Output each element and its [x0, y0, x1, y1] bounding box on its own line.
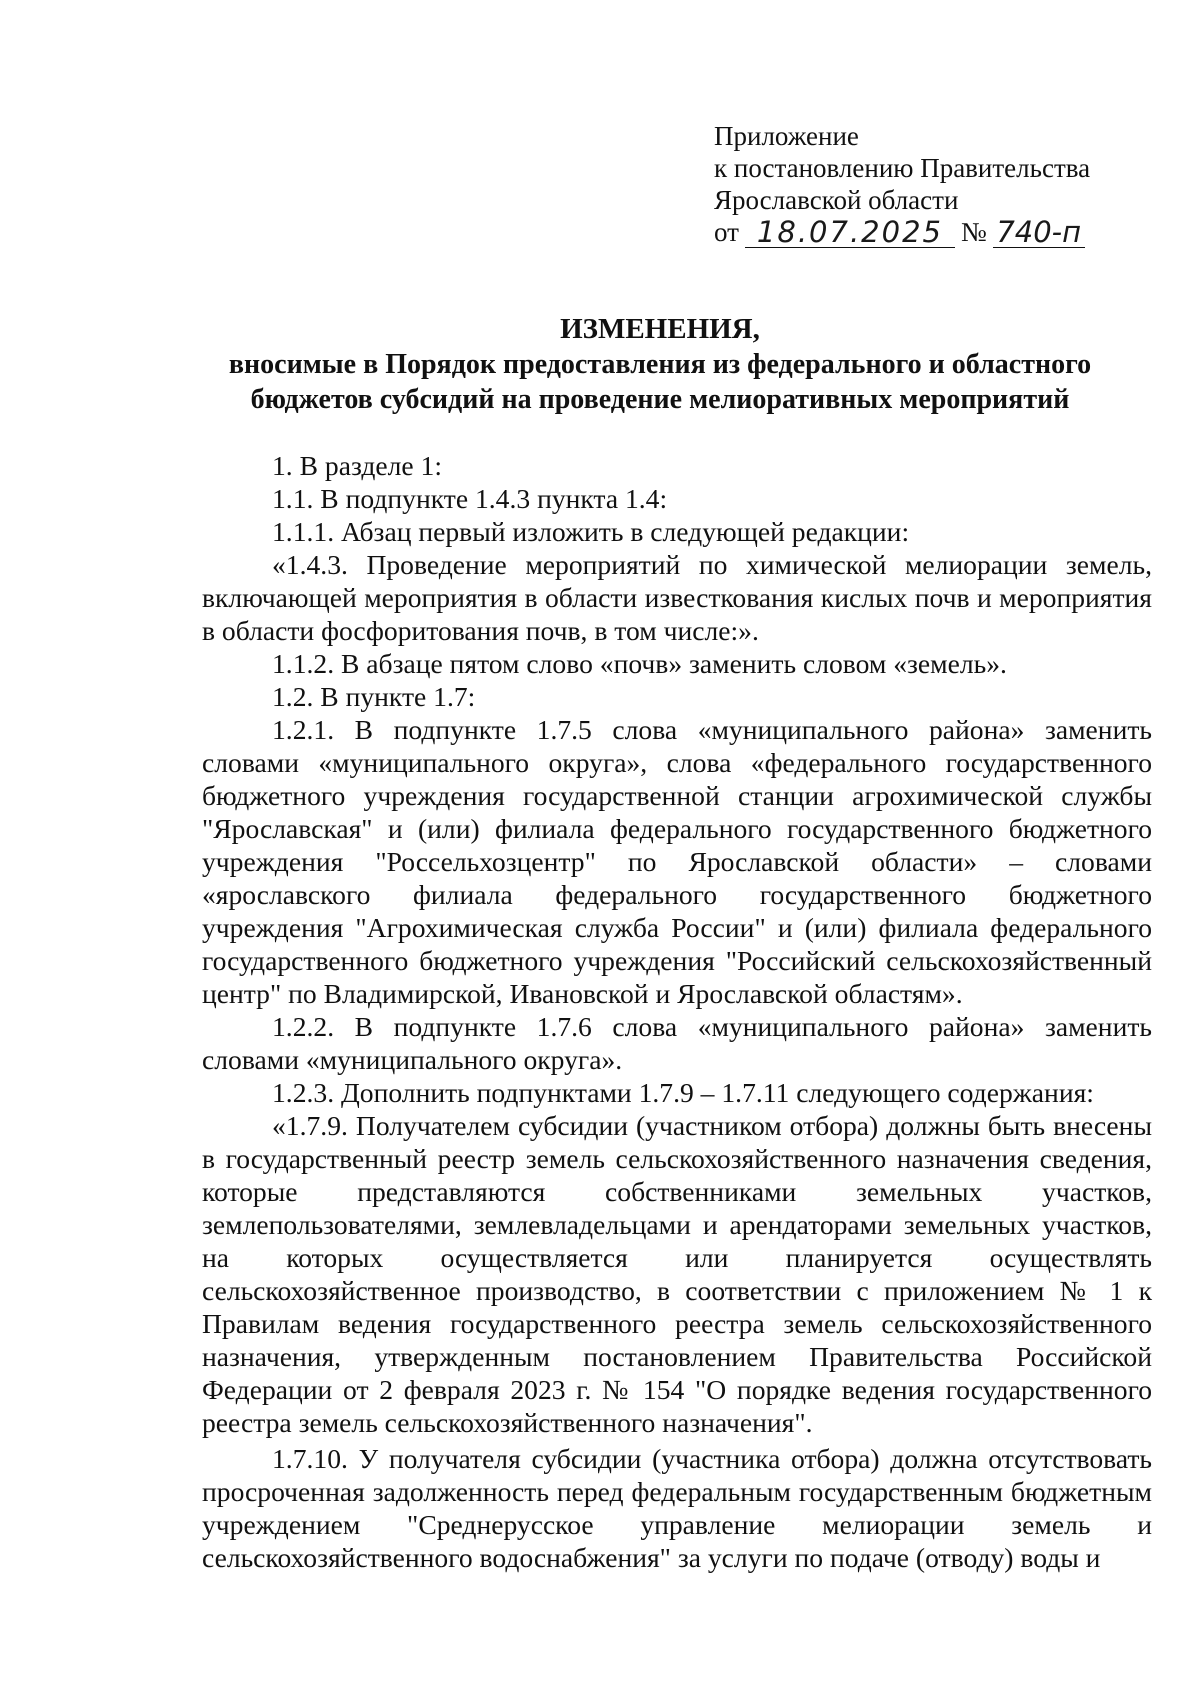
paragraph-1-4-3-quote: «1.4.3. Проведение мероприятий по химической мелиорации земель, включающей мероприятия в области известкования кислых почв и мероприятия в области фосфоритования почв, в том числе:». — [202, 549, 1152, 646]
document-body — [202, 449, 1152, 1574]
appendix-region-line: Ярославской области — [714, 185, 959, 215]
title-main: ИЗМЕНЕНИЯ, — [560, 313, 760, 345]
handwritten-date: 18.07.2025 — [745, 217, 955, 248]
appendix-label: Приложение — [714, 121, 859, 151]
paragraph-1: 1. В разделе 1: — [272, 450, 443, 481]
date-prefix: от — [714, 217, 739, 247]
paragraph-1-2-1: 1.2.1. В подпункте 1.7.5 слова «муниципального района» заменить словами «муниципального округа», слова «федерального государственного бюджетного учреждения государственной станции агрохимической службы "Ярославская" и (или) филиала федерального государственного бюджетного учреждения "Россельхозцентр" по Ярославской области» – словами «ярославского филиала федерального государственного бюджетного учреждения "Агрохимическая служба России" и (или) филиала федерального государственного бюджетного учреждения "Российский сельскохозяйственный центр" по Владимирской, Ивановской и Ярославской областям». — [202, 714, 1152, 1009]
paragraph-1-2-3: 1.2.3. Дополнить подпунктами 1.7.9 – 1.7.11 следующего содержания: — [272, 1077, 1094, 1108]
handwritten-number: 740-п — [993, 217, 1085, 248]
paragraph-1-1-2: 1.1.2. В абзаце пятом слово «почв» заменить словом «земель». — [272, 648, 1007, 679]
document-title — [200, 312, 1120, 417]
number-prefix: № — [960, 217, 987, 247]
appendix-date-number-line — [714, 216, 1134, 248]
paragraph-1-7-10: 1.7.10. У получателя субсидии (участника отбора) должна отсутствовать просроченная задолженность перед федеральным государственным бюджетным учреждением "Среднерусское управление мелиорации земель и сельскохозяйственного водоснабжения" за услуги по подаче (отводу) воды и — [202, 1443, 1152, 1573]
paragraph-1-1: 1.1. В подпункте 1.4.3 пункта 1.4: — [272, 483, 668, 514]
appendix-resolution-line: к постановлению Правительства — [714, 153, 1091, 183]
title-subline-2: бюджетов субсидий на проведение мелиоративных мероприятий — [250, 384, 1070, 415]
paragraph-1-2-2: 1.2.2. В подпункте 1.7.6 слова «муниципального района» заменить словами «муниципального округа». — [202, 1011, 1152, 1075]
paragraph-1-2: 1.2. В пункте 1.7: — [272, 681, 476, 712]
appendix-header — [714, 120, 1134, 248]
title-subline-1: вносимые в Порядок предоставления из федерального и областного — [228, 349, 1092, 380]
paragraph-1-1-1: 1.1.1. Абзац первый изложить в следующей редакции: — [272, 516, 910, 547]
paragraph-1-7-9: «1.7.9. Получателем субсидии (участником отбора) должны быть внесены в государственный реестр земель сельскохозяйственного назначения сведения, которые представляются собственниками земельных участков, землепользователями, землевладельцами и арендаторами земельных участков, на которых осуществляется или планируется осуществлять сельскохозяйственное производство, в соответствии с приложением № 1 к Правилам ведения государственного реестра земель сельскохозяйственного назначения, утвержденным постановлением Правительства Российской Федерации от 2 февраля 2023 г. № 154 "О порядке ведения государственного реестра земель сельскохозяйственного назначения". — [202, 1110, 1152, 1438]
